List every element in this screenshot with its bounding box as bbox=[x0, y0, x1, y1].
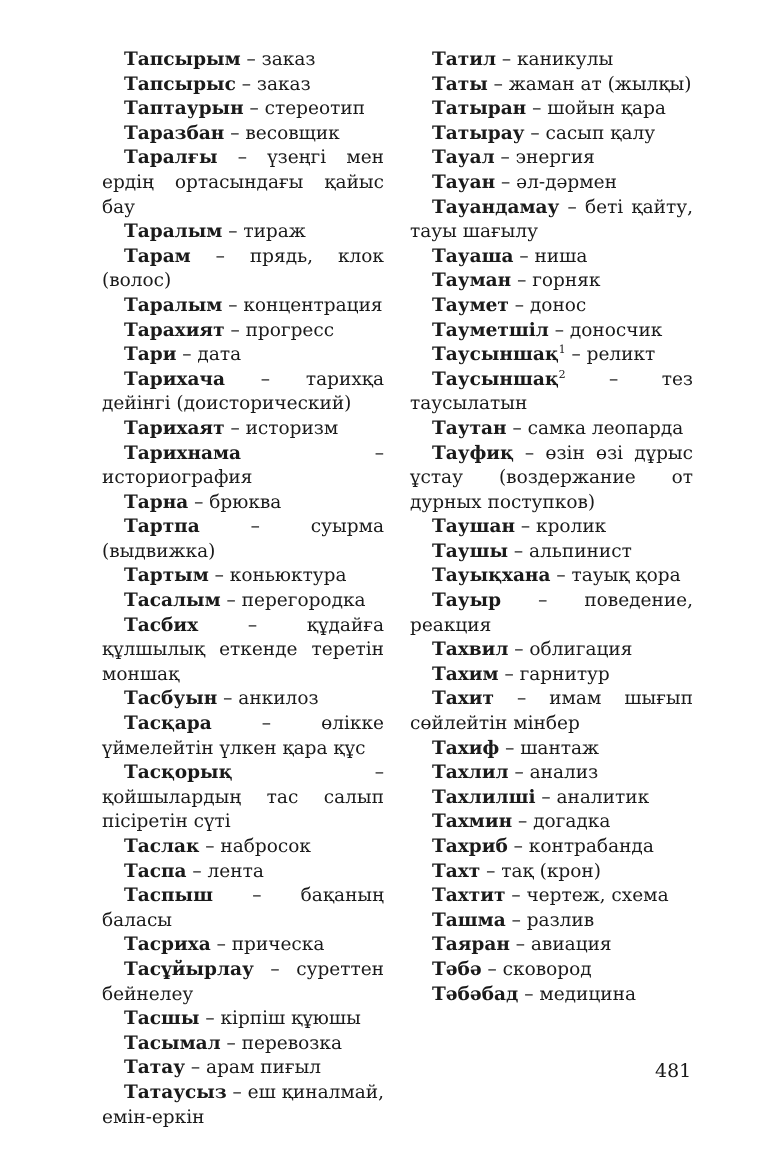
entry-definition: – лента bbox=[186, 860, 264, 882]
entry-headword: Тасымал bbox=[124, 1032, 221, 1054]
entry-definition: – еш қиналмай, емін-еркін bbox=[102, 1081, 384, 1128]
dictionary-entry bbox=[410, 146, 693, 171]
dictionary-entry bbox=[102, 417, 384, 442]
entry-headword: Тасбуын bbox=[124, 688, 218, 710]
entry-headword: Таптаурын bbox=[124, 98, 244, 120]
entry-definition: – анкилоз bbox=[217, 688, 319, 710]
entry-definition: – поведение, реакция bbox=[410, 590, 693, 636]
entry-definition: – құдайға құлшылық еткенде теретін моншақ bbox=[102, 614, 384, 685]
entry-headword: Таралым bbox=[124, 294, 223, 316]
dictionary-entry bbox=[102, 97, 384, 122]
entry-headword: Тасбих bbox=[124, 614, 199, 636]
entry-definition: – тарихқа дейінгі (доисторический) bbox=[102, 368, 384, 415]
dictionary-entry bbox=[102, 614, 384, 688]
dictionary-entry bbox=[410, 761, 693, 786]
entry-headword: Тауандамау bbox=[432, 196, 560, 218]
dictionary-entry bbox=[102, 245, 384, 294]
dictionary-entry bbox=[410, 564, 693, 589]
dictionary-entry bbox=[102, 73, 384, 98]
entry-headword: Тауман bbox=[432, 270, 512, 292]
dictionary-entry bbox=[410, 48, 693, 73]
dictionary-entry bbox=[410, 269, 693, 294]
dictionary-entry bbox=[410, 515, 693, 540]
entry-headword: Ташма bbox=[432, 909, 506, 931]
entry-definition: – историография bbox=[102, 442, 384, 489]
dictionary-entry bbox=[102, 712, 384, 761]
dictionary-entry bbox=[102, 564, 384, 589]
entry-headword: Тари bbox=[124, 344, 177, 366]
entry-headword: Таутан bbox=[432, 417, 507, 439]
dictionary-entry bbox=[410, 368, 693, 417]
entry-superscript: 1 bbox=[558, 342, 566, 356]
entry-headword: Татил bbox=[432, 49, 496, 70]
entry-headword: Тауфиқ bbox=[432, 442, 514, 464]
entry-headword: Тахт bbox=[432, 860, 481, 882]
dictionary-entry bbox=[102, 343, 384, 368]
dictionary-entry bbox=[102, 48, 384, 73]
entry-definition: – өлікке үймелейтін үлкен қара құс bbox=[102, 713, 384, 759]
entry-definition: – догадка bbox=[512, 811, 611, 833]
entry-definition: – доносчик bbox=[548, 319, 663, 341]
dictionary-entry bbox=[102, 1007, 384, 1032]
entry-definition: – контрабанда bbox=[507, 836, 654, 857]
entry-definition: – весовщик bbox=[224, 122, 340, 144]
entry-headword: Тахлил bbox=[432, 762, 509, 784]
entry-headword: Тарахият bbox=[124, 319, 225, 341]
entry-definition: – медицина bbox=[518, 983, 636, 1005]
entry-definition: – горняк bbox=[511, 270, 601, 292]
entry-headword: Тахиф bbox=[432, 737, 500, 759]
entry-definition: – сковород bbox=[481, 958, 592, 980]
entry-definition: – қойшылардың тас салып пісіретін сүті bbox=[102, 762, 384, 833]
entry-headword: Таусыншақ bbox=[432, 344, 559, 366]
dictionary-entry bbox=[102, 146, 384, 220]
entry-definition: – аналитик bbox=[535, 786, 650, 808]
entry-headword: Таушан bbox=[432, 516, 516, 538]
dictionary-entry bbox=[410, 933, 693, 958]
entry-headword: Татаусыз bbox=[124, 1081, 227, 1103]
entry-definition: – сасып қалу bbox=[524, 122, 656, 144]
dictionary-entry bbox=[410, 737, 693, 762]
dictionary-entry bbox=[102, 884, 384, 933]
entry-headword: Тәбә bbox=[432, 958, 482, 980]
entry-headword: Тарихаят bbox=[124, 417, 225, 439]
entry-headword: Тасқорық bbox=[124, 762, 233, 784]
entry-headword: Тасқара bbox=[124, 713, 212, 735]
dictionary-entry bbox=[410, 663, 693, 688]
entry-headword: Тартым bbox=[124, 565, 209, 587]
entry-headword: Тахим bbox=[432, 663, 499, 685]
entry-headword: Тауан bbox=[432, 171, 496, 193]
entry-headword: Тауықхана bbox=[432, 565, 551, 587]
dictionary-entry bbox=[410, 835, 693, 860]
entry-headword: Тарихача bbox=[124, 368, 225, 390]
entry-headword: Тапсырым bbox=[124, 49, 241, 70]
entry-headword: Тахвил bbox=[432, 639, 509, 661]
dictionary-entry bbox=[410, 884, 693, 909]
entry-headword: Таралғы bbox=[124, 147, 218, 169]
entry-definition: – историзм bbox=[224, 417, 339, 439]
entry-headword: Тауыр bbox=[432, 590, 502, 612]
entry-headword: Тахит bbox=[432, 688, 494, 710]
entry-definition: – тақ (крон) bbox=[480, 860, 601, 882]
entry-definition: – шойын қара bbox=[526, 98, 666, 120]
entry-definition: – брюква bbox=[188, 491, 282, 513]
entry-definition: – бақаның баласы bbox=[102, 885, 384, 931]
entry-definition: – арам пиғыл bbox=[185, 1057, 322, 1079]
entry-headword: Татыран bbox=[432, 98, 527, 120]
entry-headword: Таспа bbox=[124, 860, 187, 882]
entry-definition: – дата bbox=[176, 344, 242, 366]
entry-definition: – разлив bbox=[505, 909, 595, 931]
entry-headword: Таты bbox=[432, 73, 488, 95]
dictionary-entry bbox=[102, 835, 384, 860]
entry-definition: – прогресс bbox=[224, 319, 335, 341]
dictionary-entry bbox=[410, 73, 693, 98]
entry-definition: – энергия bbox=[494, 147, 595, 169]
entry-definition: – өзін өзі дұрыс ұстау (воздержание от дурных поступков) bbox=[410, 442, 693, 513]
dictionary-entry bbox=[102, 442, 384, 491]
entry-definition: – гарнитур bbox=[498, 663, 610, 685]
left-column bbox=[102, 48, 384, 1130]
dictionary-entry bbox=[102, 589, 384, 614]
entry-definition: – суырма (выдвижка) bbox=[102, 516, 384, 562]
dictionary-entry bbox=[102, 491, 384, 516]
dictionary-entry bbox=[102, 958, 384, 1007]
entry-headword: Таусыншақ bbox=[432, 368, 559, 390]
entry-definition: – заказ bbox=[235, 73, 311, 95]
dictionary-entry bbox=[410, 638, 693, 663]
dictionary-entry bbox=[102, 1032, 384, 1057]
dictionary-entry bbox=[410, 909, 693, 934]
entry-definition: – тез таусылатын bbox=[410, 368, 693, 415]
entry-headword: Тауаша bbox=[432, 245, 514, 267]
entry-headword: Тасұйырлау bbox=[124, 958, 254, 980]
entry-headword: Тапсырыс bbox=[124, 73, 236, 95]
entry-definition: – самка леопарда bbox=[506, 417, 684, 439]
dictionary-entry bbox=[410, 540, 693, 565]
dictionary-entry bbox=[102, 687, 384, 712]
dictionary-entry bbox=[102, 122, 384, 147]
dictionary-entry bbox=[410, 171, 693, 196]
entry-headword: Таслак bbox=[124, 836, 200, 857]
entry-definition: – кірпіш құюшы bbox=[199, 1008, 361, 1030]
dictionary-entry bbox=[410, 786, 693, 811]
entry-definition: – чертеж, схема bbox=[505, 885, 669, 907]
entry-definition: – әл-дәрмен bbox=[495, 171, 617, 193]
dictionary-entry bbox=[410, 417, 693, 442]
dictionary-entry bbox=[102, 220, 384, 245]
dictionary-entry bbox=[102, 319, 384, 344]
entry-headword: Тәбәбад bbox=[432, 983, 519, 1005]
entry-definition: – жаман ат (жылқы) bbox=[487, 73, 692, 95]
entry-headword: Тартпа bbox=[124, 516, 200, 538]
entry-definition: – үзеңгі мен ердің ортасындағы қайыс бау bbox=[102, 147, 384, 218]
dictionary-entry bbox=[102, 1081, 384, 1130]
entry-headword: Тарна bbox=[124, 491, 189, 513]
dictionary-entry bbox=[410, 687, 693, 736]
entry-definition: – тираж bbox=[222, 221, 306, 243]
entry-headword: Тауметшіл bbox=[432, 319, 549, 341]
entry-headword: Таразбан bbox=[124, 122, 225, 144]
entry-definition: – ниша bbox=[513, 245, 588, 267]
entry-definition: – тауық қора bbox=[550, 565, 681, 587]
dictionary-entry bbox=[410, 97, 693, 122]
entry-headword: Таспыш bbox=[124, 885, 213, 907]
dictionary-entry bbox=[410, 589, 693, 638]
entry-definition: – перевозка bbox=[220, 1032, 342, 1054]
entry-headword: Тахриб bbox=[432, 836, 508, 857]
entry-definition: – авиация bbox=[509, 934, 612, 956]
dictionary-entry bbox=[102, 933, 384, 958]
entry-headword: Тасалым bbox=[124, 590, 221, 612]
dictionary-entry bbox=[102, 761, 384, 835]
dictionary-entry bbox=[102, 294, 384, 319]
entry-headword: Тауал bbox=[432, 147, 495, 169]
dictionary-entry bbox=[410, 860, 693, 885]
entry-definition: – шантаж bbox=[499, 737, 600, 759]
entry-headword: Тахмин bbox=[432, 811, 513, 833]
entry-headword: Таумет bbox=[432, 294, 509, 316]
dictionary-entry bbox=[410, 245, 693, 270]
entry-headword: Тасриха bbox=[124, 934, 211, 956]
entry-headword: Тасшы bbox=[124, 1008, 200, 1030]
entry-headword: Тахтит bbox=[432, 885, 506, 907]
entry-definition: – каникулы bbox=[495, 49, 614, 70]
dictionary-entry bbox=[410, 196, 693, 245]
entry-headword: Тахлилші bbox=[432, 786, 536, 808]
entry-headword: Таралым bbox=[124, 221, 223, 243]
entry-definition: – заказ bbox=[240, 49, 316, 70]
entry-definition: – концентрация bbox=[222, 294, 383, 316]
entry-headword: Татырау bbox=[432, 122, 525, 144]
entry-superscript: 2 bbox=[558, 367, 566, 381]
dictionary-entry bbox=[102, 368, 384, 417]
entry-definition: – беті қайту, тауы шағылу bbox=[410, 196, 693, 243]
entry-definition: – облигация bbox=[508, 639, 633, 661]
entry-headword: Тарихнама bbox=[124, 442, 242, 464]
entry-definition: – донос bbox=[508, 294, 587, 316]
entry-definition: – коньюктура bbox=[208, 565, 347, 587]
dictionary-entry bbox=[410, 319, 693, 344]
entry-definition: – реликт bbox=[565, 344, 656, 366]
dictionary-entry bbox=[102, 515, 384, 564]
entry-definition: – прическа bbox=[210, 934, 325, 956]
dictionary-entry bbox=[410, 958, 693, 983]
entry-definition: – набросок bbox=[199, 836, 311, 857]
entry-definition: – стереотип bbox=[243, 98, 365, 120]
entry-definition: – альпинист bbox=[508, 540, 632, 562]
entry-definition: – кролик bbox=[515, 516, 607, 538]
entry-definition: – имам шығып сөйлейтін мінбер bbox=[410, 688, 693, 735]
entry-definition: – прядь, клок (волос) bbox=[102, 245, 384, 292]
page-number: 481 bbox=[655, 1060, 692, 1082]
dictionary-entry bbox=[410, 294, 693, 319]
entry-definition: – анализ bbox=[508, 762, 599, 784]
entry-headword: Таяран bbox=[432, 934, 510, 956]
dictionary-entry bbox=[410, 122, 693, 147]
dictionary-entry bbox=[410, 442, 693, 516]
entry-definition: – суреттен бейнелеу bbox=[102, 958, 384, 1005]
dictionary-entry bbox=[102, 1056, 384, 1081]
entry-headword: Татау bbox=[124, 1057, 186, 1079]
dictionary-entry bbox=[410, 343, 693, 368]
dictionary-entry bbox=[410, 810, 693, 835]
entry-headword: Таушы bbox=[432, 540, 509, 562]
entry-headword: Тарам bbox=[124, 245, 191, 267]
dictionary-entry bbox=[102, 860, 384, 885]
entry-definition: – перегородка bbox=[220, 590, 366, 612]
right-column bbox=[410, 48, 693, 1007]
dictionary-entry bbox=[410, 983, 693, 1008]
